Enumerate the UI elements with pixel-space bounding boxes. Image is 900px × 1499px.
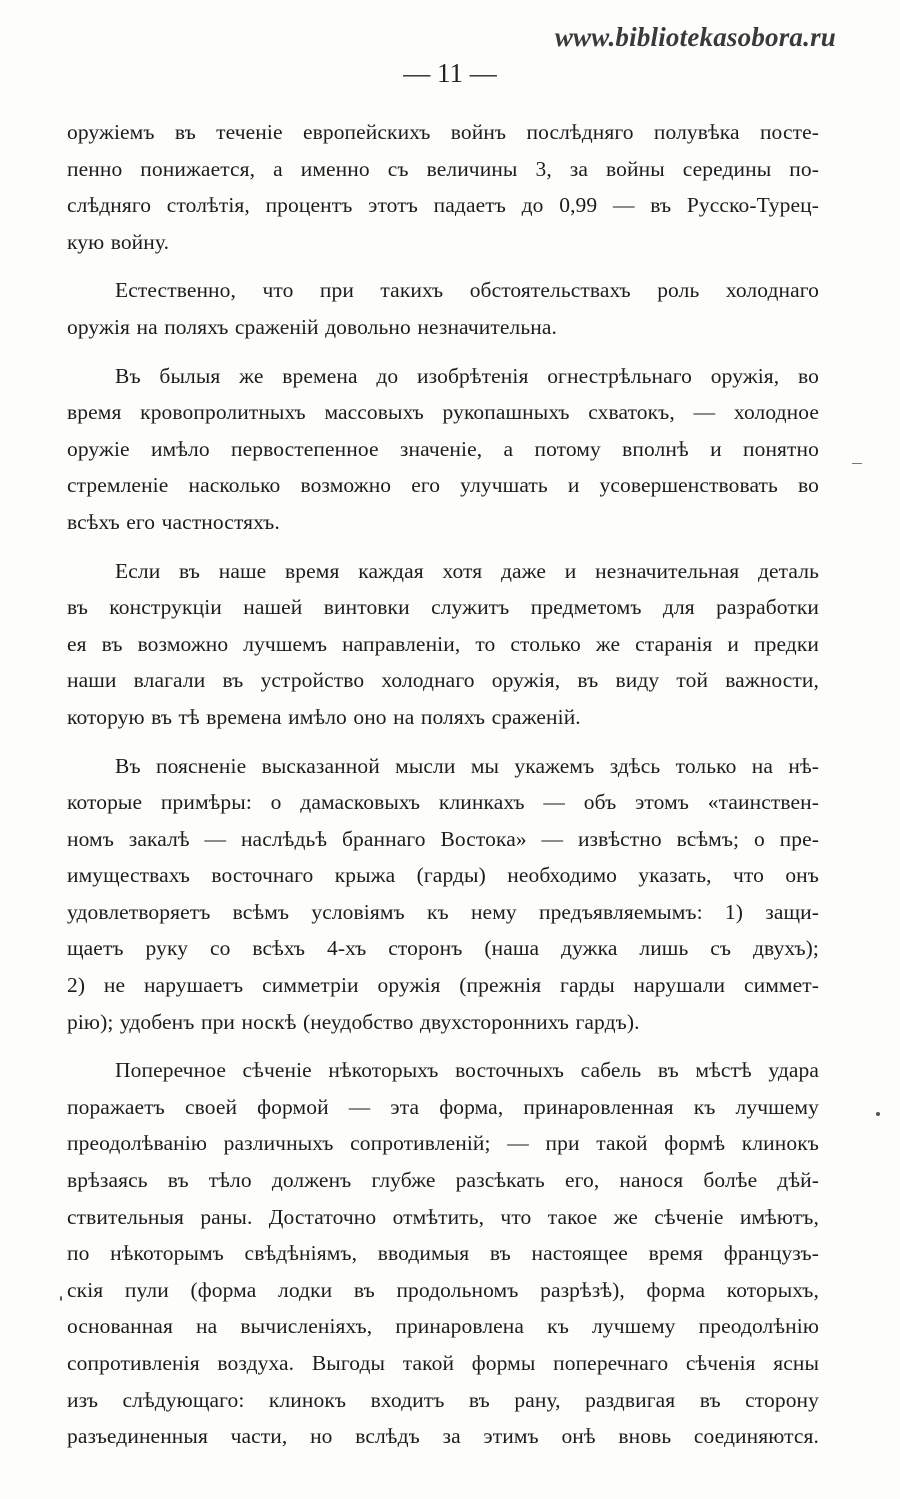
text-line: основанная на вычисленіяхъ, принаровлена къ лучшему преодолѣнію [67, 1314, 819, 1339]
paragraph [67, 553, 819, 736]
text-line: щаетъ руку со всѣхъ 4-хъ сторонъ (наша дужка лишь съ двухъ); [67, 936, 819, 961]
text-line: ствительныя раны. Достаточно отмѣтить, что такое же сѣченіе имѣютъ, [67, 1204, 819, 1229]
text-line: Въ былыя же времена до изобрѣтенія огнестрѣльнаго оружія, во [115, 363, 819, 388]
paragraph [67, 358, 819, 541]
text-line: разъединенныя части, но вслѣдъ за этимъ онѣ вновь соединяются. [67, 1424, 819, 1449]
text-line: имуществахъ восточнаго крыжа (гарды) необходимо указать, что онъ [67, 863, 819, 888]
text-line: изъ слѣдующаго: клинокъ входитъ въ рану, раздвигая въ сторону [67, 1387, 819, 1412]
text-line: оружіемъ въ теченіе европейскихъ войнъ послѣдняго полувѣка посте- [67, 120, 819, 144]
text-line: по нѣкоторымъ свѣдѣніямъ, вводимыя въ настоящее время французъ- [67, 1241, 819, 1266]
text-line: слѣдняго столѣтія, процентъ этотъ падаетъ до 0,99 — въ Русско-Турец- [67, 193, 819, 218]
text-line: врѣзаясь въ тѣло долженъ глубже разсѣкать его, нанося болѣе дѣй- [67, 1168, 819, 1193]
text-line: время кровопролитныхъ массовыхъ рукопашныхъ схватокъ, — холодное [67, 400, 819, 425]
paragraph [67, 748, 819, 1041]
text-line: оружія на поляхъ сраженій довольно незначительна. [67, 314, 557, 339]
scan-speck [60, 1296, 62, 1301]
body-text [67, 114, 819, 1455]
text-line: удовлетворяетъ всѣмъ условіямъ къ нему предъявляемымъ: 1) защи- [67, 899, 819, 924]
text-line: которую въ тѣ времена имѣло оно на поляхъ сраженій. [67, 704, 581, 729]
text-line: скія пули (форма лодки въ продольномъ разрѣзѣ), форма которыхъ, [67, 1277, 819, 1302]
text-line: кую войну. [67, 229, 170, 254]
text-line: рію); удобенъ при носкѣ (неудобство двухстороннихъ гардъ). [67, 1009, 640, 1034]
page-number: — 11 — [403, 58, 497, 88]
text-line: Естественно, что при такихъ обстоятельствахъ роль холоднаго [115, 278, 819, 303]
text-line: сопротивленія воздуха. Выгоды такой формы поперечнаго сѣченія ясны [67, 1351, 819, 1375]
text-line: оружіе имѣло первостепенное значеніе, а потому вполнѣ и понятно [67, 436, 819, 461]
watermark-url: www.bibliotekasobora.ru [554, 22, 836, 52]
text-line: поражаетъ своей формой — эта форма, принаровленная къ лучшему [67, 1094, 819, 1119]
text-line: Въ поясненіе высказанной мысли мы укажемъ здѣсь только на нѣ- [115, 753, 819, 778]
text-line: ея въ возможно лучшемъ направленіи, то столько же старанія и предки [67, 631, 819, 656]
text-line: въ конструкціи нашей винтовки служитъ предметомъ для разработки [67, 595, 819, 620]
paragraph [67, 1052, 819, 1455]
text-line: стремленіе насколько возможно его улучшать и усовершенствовать во [67, 473, 819, 498]
text-line: которые примѣры: о дамасковыхъ клинкахъ — объ этомъ «таинствен- [67, 790, 819, 815]
paragraph [67, 114, 819, 260]
text-line: Поперечное сѣченіе нѣкоторыхъ восточныхъ сабель въ мѣстѣ удара [115, 1058, 819, 1083]
text-line: всѣхъ его частностяхъ. [67, 509, 280, 534]
scan-speck [876, 1112, 880, 1116]
text-line: Если въ наше время каждая хотя даже и незначительная деталь [115, 558, 819, 583]
text-line: номъ закалѣ — наслѣдьѣ браннаго Востока» — извѣстно всѣмъ; о пре- [67, 826, 819, 851]
scan-edge-mark [852, 463, 862, 464]
text-line: преодолѣванію различныхъ сопротивленій; — при такой формѣ клинокъ [67, 1131, 819, 1156]
text-line: наши влагали въ устройство холоднаго оружія, въ виду той важности, [67, 668, 819, 693]
paragraph [67, 272, 819, 345]
text-line: 2) не нарушаетъ симметріи оружія (прежнія гарды нарушали симмет- [67, 973, 819, 998]
text-line: пенно понижается, а именно съ величины 3, за войны середины по- [67, 156, 819, 181]
